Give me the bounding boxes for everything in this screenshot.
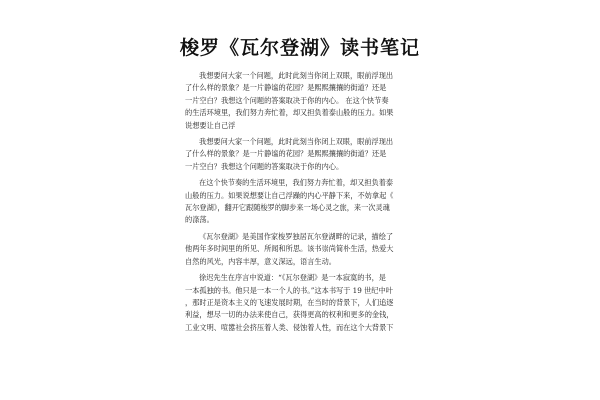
text-line: 《瓦尔登湖》是美国作家梭罗独居瓦尔登湖畔的记录，描绘了 bbox=[199, 231, 394, 241]
text-line: 我想要问大家一个问题，此时此刻当你闭上双眼，眼前浮现出 bbox=[199, 137, 394, 147]
text-line: 山般的压力。如果说想要让自己浮躁的内心平静下来，不妨拿起《 bbox=[185, 190, 394, 200]
text-line: 了什么样的景象？是一片静谧的花园？是熙熙攘攘的街道？还是 bbox=[185, 149, 387, 159]
document-body bbox=[185, 70, 415, 338]
paragraph-4 bbox=[185, 231, 415, 268]
text-line: 的生活环境里，我们努力奔忙着，却又担负着泰山般的压力。如果 bbox=[185, 108, 394, 118]
text-line: ，那时正是资本主义的飞速发展时期，在当时的背景下，人们追逐 bbox=[185, 297, 394, 307]
text-line: 徐迟先生在序言中说道：“《瓦尔登湖》是一本寂寞的书，是 bbox=[199, 273, 386, 283]
text-line: 了什么样的景象？是一片静谧的花园？是熙熙攘攘的街道？还是 bbox=[185, 83, 387, 93]
paragraph-1 bbox=[185, 70, 415, 132]
text-line: 我想要问大家一个问题，此时此刻当你闭上双眼，眼前浮现出 bbox=[199, 71, 394, 80]
paragraph-2 bbox=[185, 136, 415, 173]
paragraph-3 bbox=[185, 177, 415, 227]
text-line: 一片空白？我想这个问题的答案取决于你的内心。 bbox=[185, 161, 344, 171]
text-line: 一本孤独的书。他只是一本一个人的书。”这本书写于 19 世纪中叶 bbox=[185, 285, 393, 295]
text-line: 他两年多时间里的所见、所闻和所思。该书崇尚简朴生活，热爱大 bbox=[185, 244, 394, 254]
text-line: 自然的风光，内容丰厚，意义深远，语言生动。 bbox=[185, 256, 336, 266]
paragraph-5 bbox=[185, 272, 415, 334]
text-line: 在这个快节奏的生活环境里，我们努力奔忙着，却又担负着泰 bbox=[199, 178, 394, 188]
text-line: 瓦尔登湖》，翻开它跟随梭罗的脚步来一场心灵之旅，来一次灵魂 bbox=[185, 203, 390, 213]
text-line: 利益，想尽一切的办法来使自己，获得更高的权利和更多的金钱， bbox=[185, 310, 394, 320]
text-line: 的涤荡。 bbox=[185, 215, 214, 225]
text-line: 工业文明、喧嚣社会挤压着人类、侵蚀着人性，而在这个大背景下 bbox=[185, 322, 394, 332]
document-title: 梭罗《瓦尔登湖》读书笔记 bbox=[179, 37, 420, 59]
text-line: 说想要让自己浮 bbox=[185, 120, 236, 130]
text-line: 一片空白？我想这个问题的答案取决于你的内心。 在这个快节奏 bbox=[185, 95, 389, 105]
